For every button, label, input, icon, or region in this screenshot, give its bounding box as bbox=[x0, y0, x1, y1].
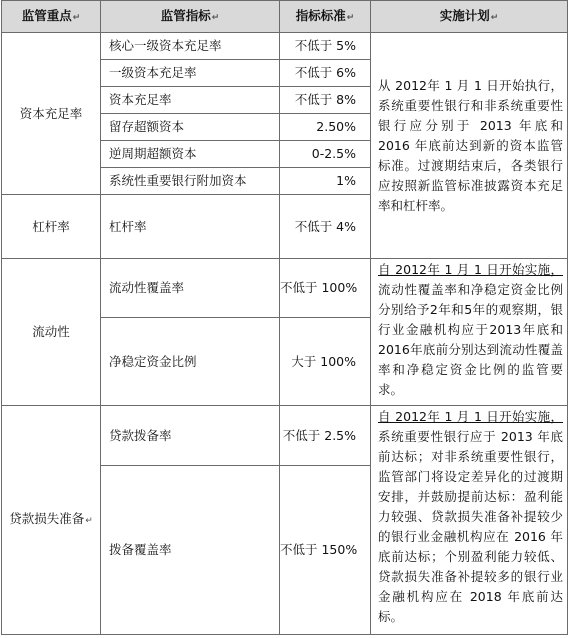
standard-cell: 不低于 6% bbox=[280, 60, 371, 87]
standard-cell: 0-2.5% bbox=[280, 141, 371, 168]
table-row bbox=[2, 259, 568, 318]
paragraph-mark-icon: ↵ bbox=[211, 12, 220, 23]
header-standard: 指标标准↵ bbox=[280, 1, 371, 33]
indicator-cell: 净稳定资金比例 bbox=[101, 318, 280, 406]
plan-loan-loss: 自 2012年 1 月 1 日开始实施，系统重要性银行应于 2013 年底前达标；对非系统重要性银行，监管部门将设定差异化的过渡期安排，并鼓励提前达标：盈利能力较强、贷款损失准备补提较少的银行业金融机构应在 2016 年底前达标；个别盈利能力较低、贷款损失准备补提较多的银行业金融机构应在 2018 年底前达标。 bbox=[371, 406, 568, 635]
indicator-cell: 一级资本充足率 bbox=[101, 60, 280, 87]
standard-cell: 不低于 4% bbox=[280, 195, 371, 259]
standard-cell: 不低于 150% bbox=[280, 466, 371, 635]
focus-leverage: 杠杆率 bbox=[2, 195, 101, 259]
focus-loan-loss: 贷款损失准备↵ bbox=[2, 406, 101, 635]
plan-liquidity: 自 2012年 1 月 1 日开始实施，流动性覆盖率和净稳定资金比例分别给予2年和5年的观察期，银行业金融机构应于2013年底和2016年底前分别达到流动性覆盖率和净稳定资金比例的监管要求。 bbox=[371, 259, 568, 406]
standard-cell: 不低于 8% bbox=[280, 87, 371, 114]
indicator-cell: 系统性重要银行附加资本 bbox=[101, 168, 280, 195]
indicator-cell: 留存超额资本 bbox=[101, 114, 280, 141]
table-row bbox=[2, 33, 568, 60]
indicator-cell: 核心一级资本充足率 bbox=[101, 33, 280, 60]
header-row bbox=[2, 1, 568, 33]
focus-liquidity: 流动性 bbox=[2, 259, 101, 406]
standard-cell: 不低于 2.5% bbox=[280, 406, 371, 466]
standard-cell: 不低于 5% bbox=[280, 33, 371, 60]
standard-cell: 大于 100% bbox=[280, 318, 371, 406]
paragraph-mark-icon: ↵ bbox=[490, 12, 499, 23]
indicator-cell: 杠杆率 bbox=[101, 195, 280, 259]
plan-start-date: 自 2012年 1 月 1 日开始实施， bbox=[378, 262, 563, 277]
table-row bbox=[2, 406, 568, 466]
focus-capital: 资本充足率 bbox=[2, 33, 101, 195]
paragraph-mark-icon: ↵ bbox=[72, 12, 81, 23]
regulatory-standards-table bbox=[1, 0, 568, 635]
indicator-cell: 拨备覆盖率 bbox=[101, 466, 280, 635]
paragraph-mark-icon: ↵ bbox=[346, 12, 355, 23]
header-indicator: 监管指标↵ bbox=[101, 1, 280, 33]
indicator-cell: 贷款拨备率 bbox=[101, 406, 280, 466]
indicator-cell: 逆周期超额资本 bbox=[101, 141, 280, 168]
indicator-cell: 流动性覆盖率 bbox=[101, 259, 280, 318]
standard-cell: 不低于 100% bbox=[280, 259, 371, 318]
paragraph-mark-icon: ↵ bbox=[85, 516, 93, 526]
header-plan: 实施计划↵ bbox=[371, 1, 568, 33]
indicator-cell: 资本充足率 bbox=[101, 87, 280, 114]
standard-cell: 2.50% bbox=[280, 114, 371, 141]
plan-start-date: 自 2012年 1 月 1 日开始实施， bbox=[378, 409, 563, 424]
standard-cell: 1% bbox=[280, 168, 371, 195]
header-focus: 监管重点↵ bbox=[2, 1, 101, 33]
plan-capital: 从 2012年 1 月 1 日开始执行，系统重要性银行和非系统重要性银行应分别于 2013 年底和 2016 年底前达到新的资本监管标准。过渡期结束后，各类银行应按照新监管标准披露资本充足率和杠杆率。 bbox=[371, 33, 568, 259]
